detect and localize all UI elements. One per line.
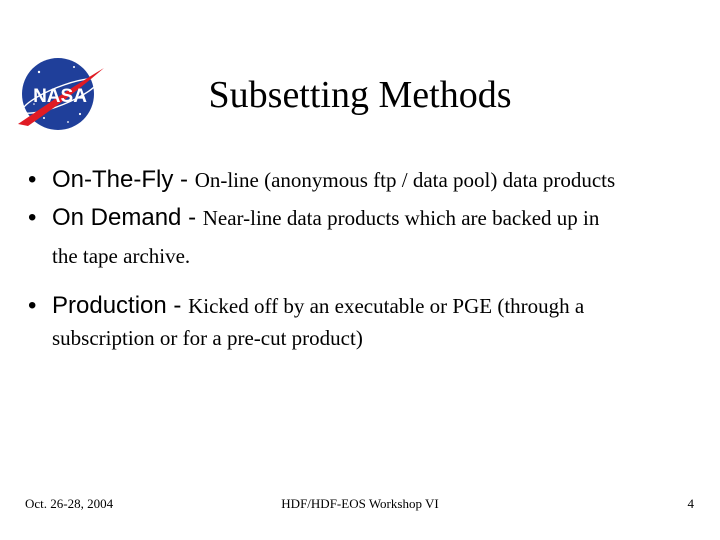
nasa-wordmark: NASA <box>33 86 87 107</box>
bullet-term: Production - <box>52 292 189 319</box>
bullet-term: On Demand - <box>52 204 203 231</box>
bullet-on-demand <box>28 204 599 232</box>
bullet-production <box>28 292 584 320</box>
bullet-glyph: • <box>28 204 37 231</box>
nasa-logo <box>14 52 106 134</box>
bullet-continuation: subscription or for a pre-cut product) <box>52 326 363 350</box>
bullet-desc: On-line (anonymous ftp / data pool) data products <box>194 168 616 192</box>
footer-event: HDF/HDF-EOS Workshop VI <box>281 496 439 511</box>
bullet-term: On-The-Fly - <box>52 166 195 193</box>
bullet-glyph: • <box>28 292 37 319</box>
bullet-desc: Kicked off by an executable or PGE (through a <box>188 294 585 318</box>
slide-title: Subsetting Methods <box>208 74 512 116</box>
bullet-continuation: the tape archive. <box>52 244 191 268</box>
bullet-desc: Near-line data products which are backed up in <box>202 206 600 230</box>
bullet-glyph: • <box>28 166 37 193</box>
bullet-on-the-fly <box>28 166 615 194</box>
footer-date: Oct. 26-28, 2004 <box>25 496 114 511</box>
page-number: 4 <box>687 496 694 511</box>
